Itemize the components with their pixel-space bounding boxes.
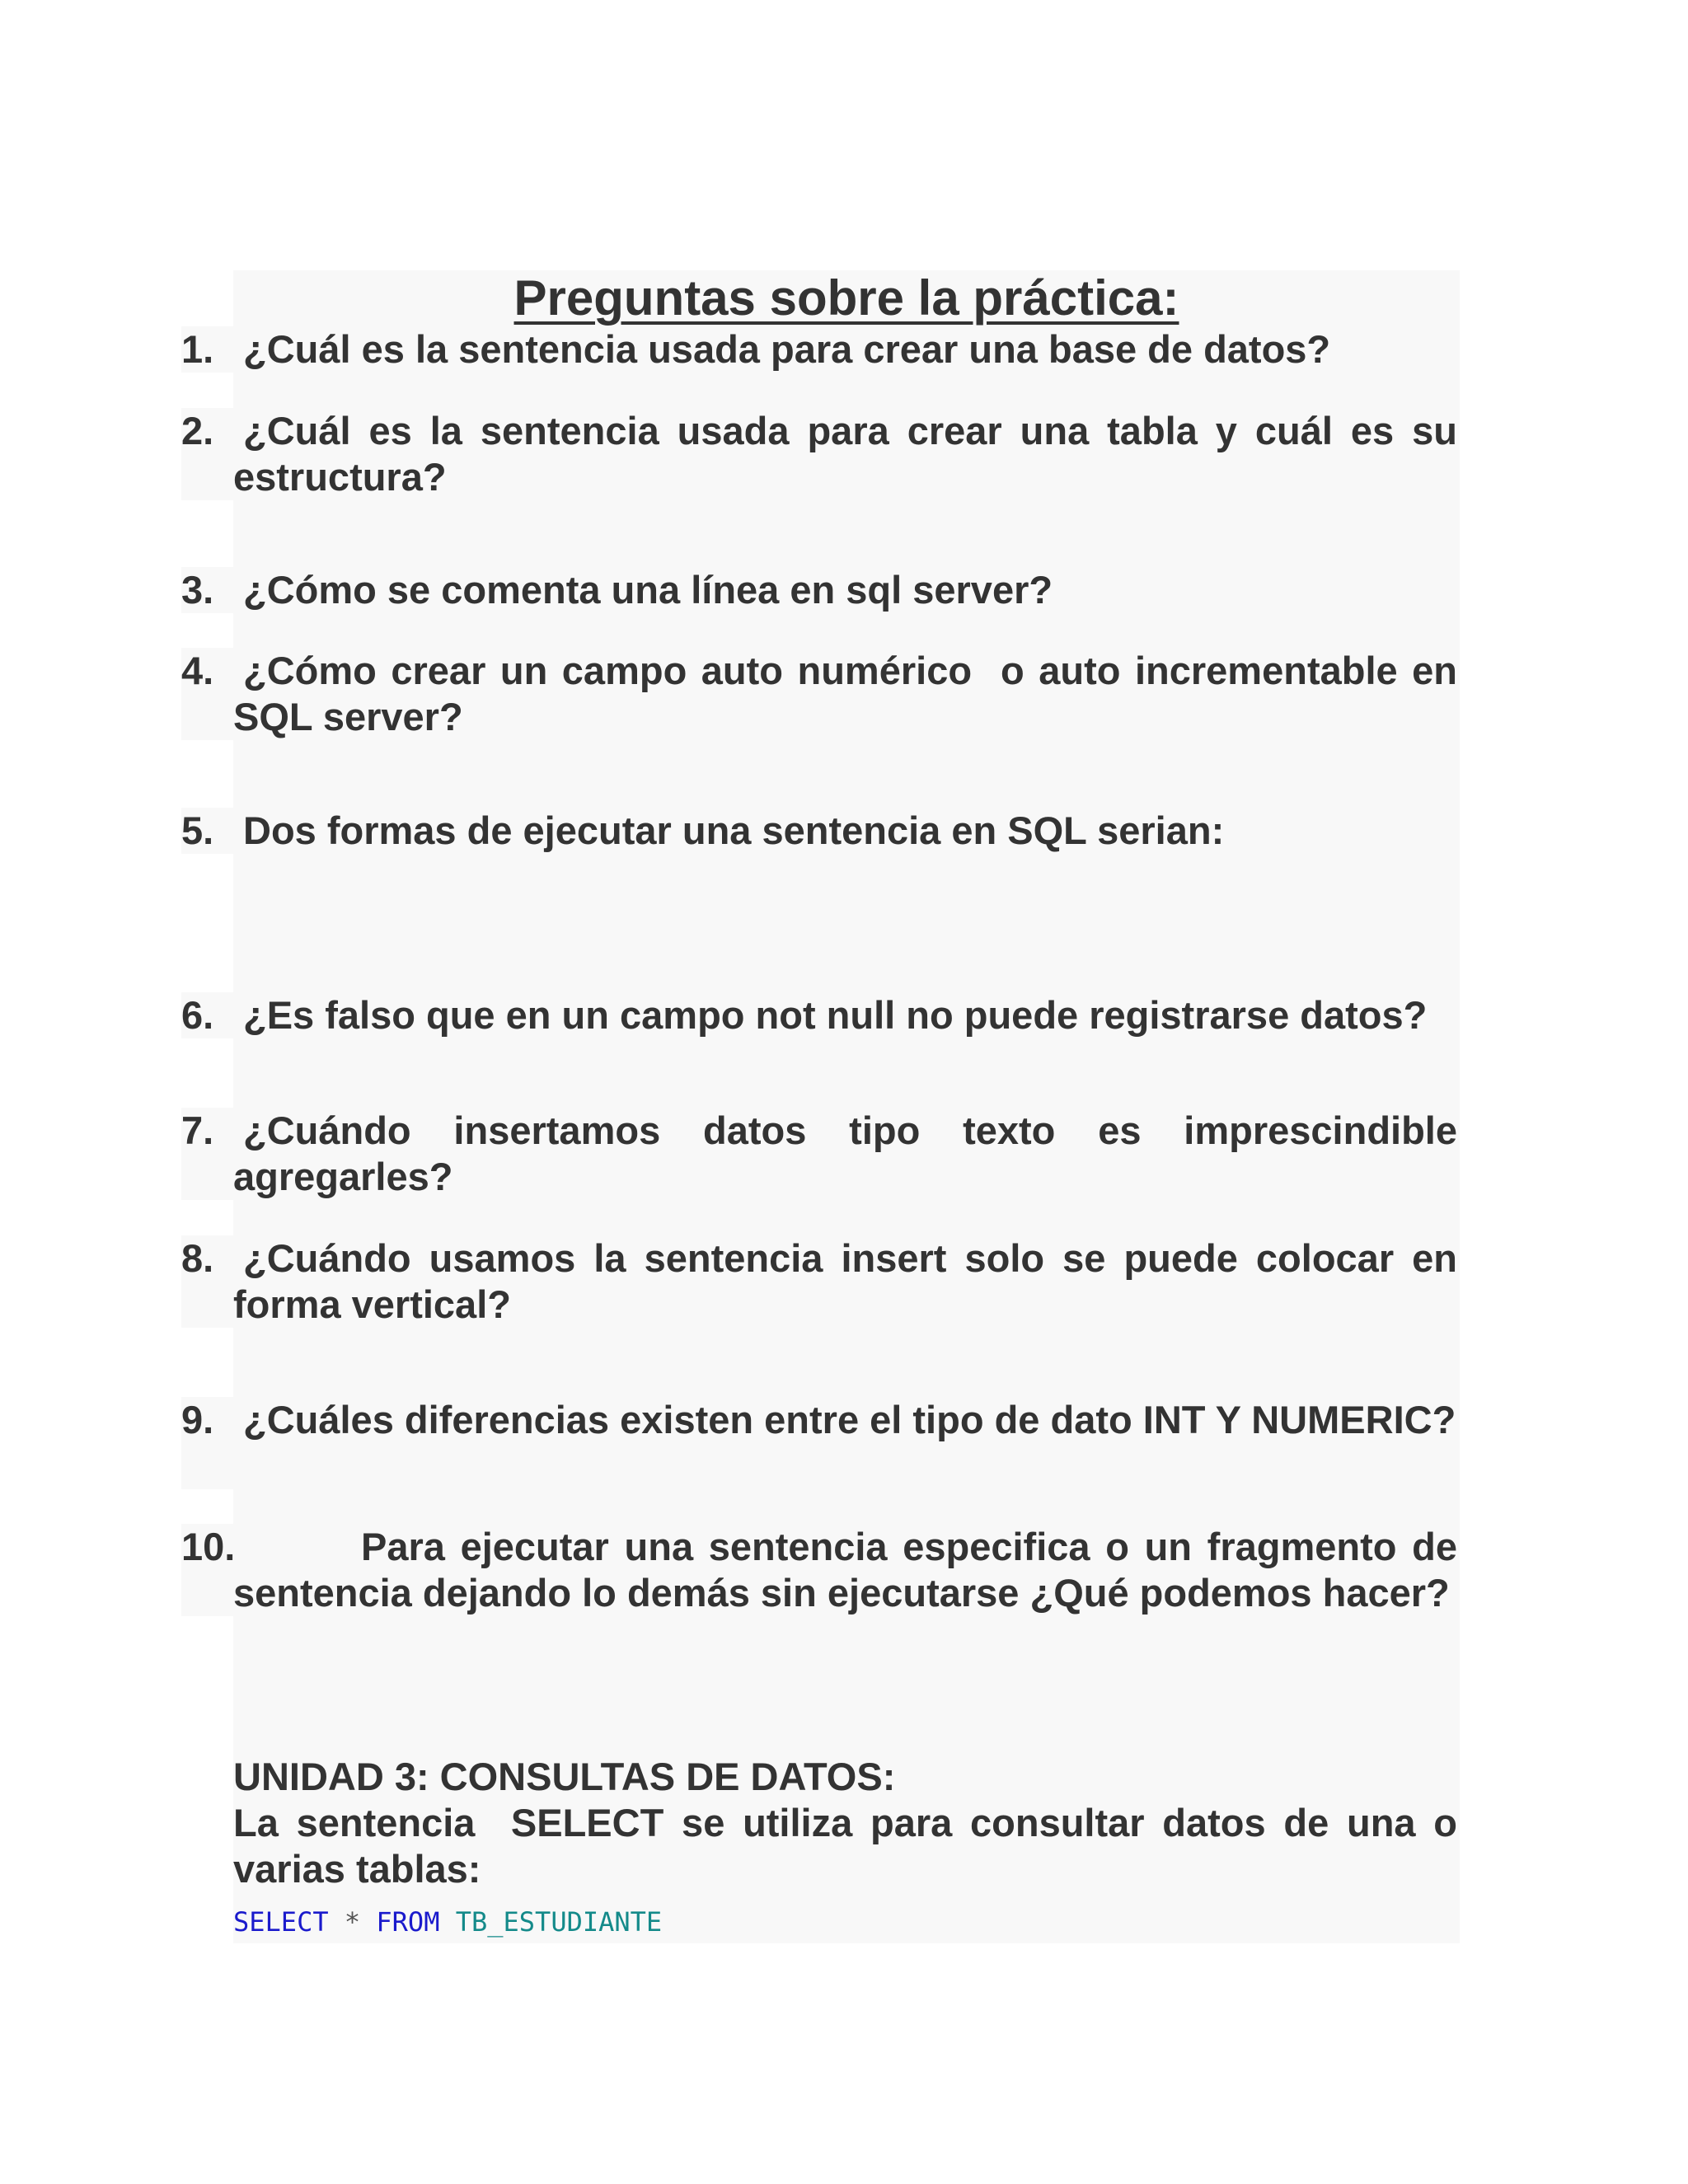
question-item bbox=[181, 992, 1457, 1038]
question-text: ¿Cuál es la sentencia usada para crear una tabla y cuál es su estructura? bbox=[233, 409, 1457, 499]
question-item bbox=[181, 1524, 1457, 1616]
question-item bbox=[181, 408, 1457, 500]
unit-section bbox=[233, 1754, 1469, 1892]
question-number: 6. bbox=[181, 993, 214, 1037]
question-text: Dos formas de ejecutar una sentencia en SQL serian: bbox=[243, 808, 1225, 852]
sql-keyword-select: SELECT bbox=[233, 1906, 329, 1938]
question-number: 4. bbox=[181, 649, 214, 692]
question-text: ¿Es falso que en un campo not null no puede registrarse datos? bbox=[243, 993, 1428, 1037]
question-item bbox=[181, 567, 1457, 613]
question-item bbox=[181, 1397, 1457, 1443]
question-text: ¿Cómo se comenta una línea en sql server? bbox=[243, 568, 1053, 612]
sql-keyword-from: FROM bbox=[376, 1906, 440, 1938]
question-text: ¿Cuáles diferencias existen entre el tipo de dato INT Y NUMERIC? bbox=[243, 1398, 1456, 1441]
question-text: Para ejecutar una sentencia especifica o un fragmento de sentencia dejando lo demás sin ejecutarse ¿Qué podemos hacer? bbox=[233, 1525, 1457, 1615]
question-item bbox=[181, 326, 1457, 373]
question-number: 2. bbox=[181, 409, 214, 452]
question-number: 8. bbox=[181, 1236, 214, 1280]
question-text: ¿Cuándo insertamos datos tipo texto es imprescindible agregarles? bbox=[233, 1108, 1457, 1198]
shaded-content-area bbox=[233, 270, 1469, 1943]
question-number: 7. bbox=[181, 1108, 214, 1152]
question-item bbox=[181, 1108, 1457, 1200]
sql-code-line bbox=[233, 1905, 662, 1938]
question-text: ¿Cuál es la sentencia usada para crear una base de datos? bbox=[243, 327, 1331, 371]
question-item bbox=[181, 808, 1457, 854]
question-text: ¿Cómo crear un campo auto numérico o auto incrementable en SQL server? bbox=[233, 649, 1469, 738]
question-number: 3. bbox=[181, 568, 214, 612]
question-item bbox=[181, 648, 1469, 740]
sql-table-name: TB_ESTUDIANTE bbox=[455, 1906, 663, 1938]
question-number: 9. bbox=[181, 1398, 214, 1441]
question-number: 10. bbox=[181, 1525, 236, 1568]
unit-heading: UNIDAD 3: CONSULTAS DE DATOS: bbox=[233, 1755, 896, 1798]
question-number: 5. bbox=[181, 808, 214, 852]
question-text: ¿Cuándo usamos la sentencia insert solo se puede colocar en forma vertical? bbox=[233, 1236, 1457, 1326]
question-number: 1. bbox=[181, 327, 214, 371]
unit-description: La sentencia SELECT se utiliza para consultar datos de una o varias tablas: bbox=[233, 1801, 1469, 1891]
page-title: Preguntas sobre la práctica: bbox=[513, 270, 1179, 326]
question-item bbox=[181, 1235, 1457, 1328]
sql-star: * bbox=[344, 1906, 361, 1938]
